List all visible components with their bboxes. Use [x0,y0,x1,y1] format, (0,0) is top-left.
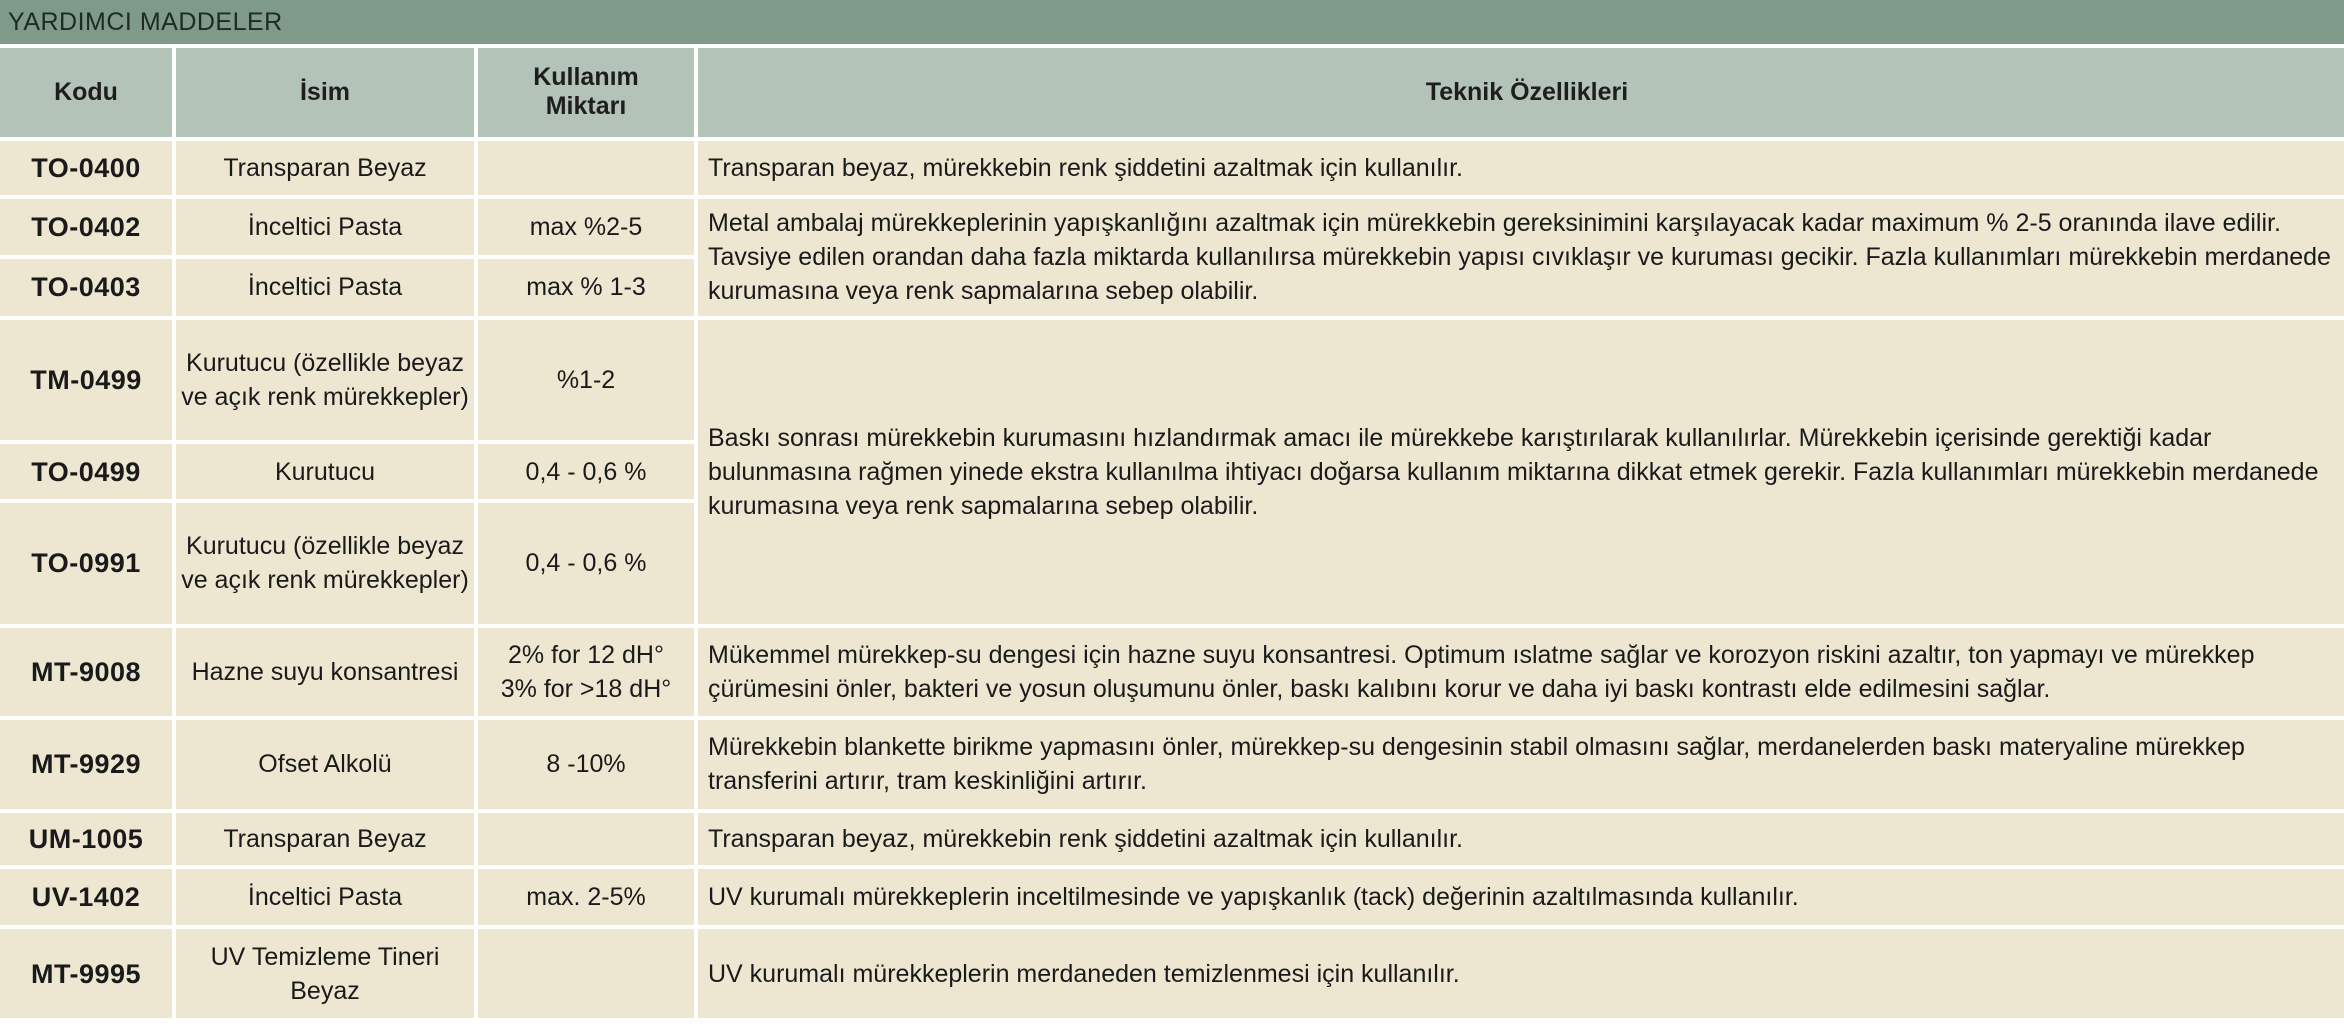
cell-name: İnceltici Pasta [176,869,474,925]
cell-spec: UV kurumalı mürekkeplerin merdaneden temizlenmesi için kullanılır. [698,929,2344,1018]
cell-name: Kurutucu [176,444,474,498]
cell-code: UV-1402 [0,869,172,925]
table-row [0,929,2344,1018]
table-row [0,141,2344,195]
cell-code: MT-9995 [0,929,172,1018]
cell-usage: 0,4 - 0,6 % [478,444,694,498]
usage-line1: 2% for 12 dH° [508,640,664,669]
cell-usage [478,141,694,195]
cell-code: TO-0499 [0,444,172,498]
table-row [0,320,2344,441]
auxiliary-materials-table [0,44,2344,1022]
cell-name: UV Temizleme Tineri Beyaz [176,929,474,1018]
cell-spec: UV kurumalı mürekkeplerin inceltilmesinde ve yapışkanlık (tack) değerinin azaltılmasında kullanılır. [698,869,2344,925]
table-row [0,813,2344,865]
cell-name: Transparan Beyaz [176,813,474,865]
cell-spec: Mükemmel mürekkep-su dengesi için hazne suyu konsantresi. Optimum ıslatme sağlar ve korozyon riskini azaltır, ton yapmayı ve mürekkep çürümesini önler, bakteri ve yosun oluşumunu önler, baskı kalıbını korur ve daha iyi baskı kontrastı elde edilmesini sağlar. [698,628,2344,717]
cell-usage: 8 -10% [478,720,694,809]
section-title: YARDIMCI MADDELER [0,0,2344,44]
header-name: İsim [176,48,474,137]
table-row [0,869,2344,925]
cell-usage: max % 1-3 [478,259,694,315]
cell-name: İnceltici Pasta [176,199,474,255]
cell-code: MT-9008 [0,628,172,717]
cell-usage: max %2-5 [478,199,694,255]
cell-code: TO-0403 [0,259,172,315]
cell-name: Kurutucu (özellikle beyaz ve açık renk mürekkepler) [176,503,474,624]
cell-code: TM-0499 [0,320,172,441]
cell-usage [478,929,694,1018]
header-usage [478,48,694,137]
cell-name: Transparan Beyaz [176,141,474,195]
cell-usage: max. 2-5% [478,869,694,925]
cell-code: UM-1005 [0,813,172,865]
cell-spec: Mürekkebin blankette birikme yapmasını önler, mürekkep-su dengesinin stabil olmasını sağlar, merdanelerden baskı materyaline mürekkep transferini artırır, tram keskinliğini artırır. [698,720,2344,809]
usage-line2: 3% for >18 dH° [500,674,672,703]
header-usage-line1: Kullanım [533,63,639,92]
header-spec: Teknik Özellikleri [698,48,2344,137]
header-code: Kodu [0,48,172,137]
cell-code: TO-0402 [0,199,172,255]
cell-spec: Transparan beyaz, mürekkebin renk şiddetini azaltmak için kullanılır. [698,813,2344,865]
cell-usage: 0,4 - 0,6 % [478,503,694,624]
header-usage-line2: Miktarı [545,92,627,121]
cell-code: TO-0400 [0,141,172,195]
cell-code: MT-9929 [0,720,172,809]
cell-usage [478,628,694,717]
cell-spec: Metal ambalaj mürekkeplerinin yapışkanlığını azaltmak için mürekkebin gereksinimini karşılayacak kadar maximum % 2-5 oranında ilave edilir. Tavsiye edilen orandan daha fazla miktarda kullanılırsa mürekkebin yapısı cıvıklaşır ve kuruması gecikir. Fazla kullanımları mürekkebin merdanede kurumasına veya renk sapmalarına sebep olabilir. [698,199,2344,316]
table-row [0,199,2344,255]
cell-usage [478,813,694,865]
header-row [0,48,2344,137]
cell-name: Ofset Alkolü [176,720,474,809]
table-row [0,720,2344,809]
cell-name: İnceltici Pasta [176,259,474,315]
cell-name: Kurutucu (özellikle beyaz ve açık renk mürekkepler) [176,320,474,441]
cell-usage: %1-2 [478,320,694,441]
cell-spec: Baskı sonrası mürekkebin kurumasını hızlandırmak amacı ile mürekkebe karıştırılarak kullanılırlar. Mürekkebin içerisinde gerektiği kadar bulunmasına rağmen yinede ekstra kullanılma ihtiyacı doğarsa kullanım miktarına dikkat etmek gerekir. Fazla kullanımları mürekkebin merdanede kurumasına veya renk sapmalarına sebep olabilir. [698,320,2344,624]
cell-spec: Transparan beyaz, mürekkebin renk şiddetini azaltmak için kullanılır. [698,141,2344,195]
cell-name: Hazne suyu konsantresi [176,628,474,717]
table-row [0,628,2344,717]
cell-code: TO-0991 [0,503,172,624]
